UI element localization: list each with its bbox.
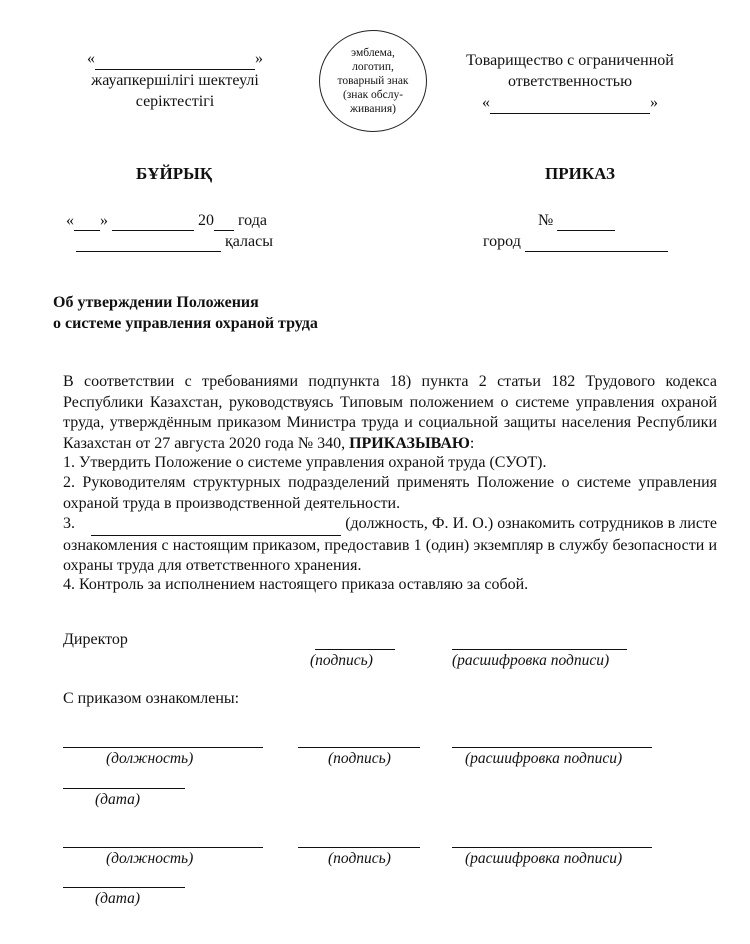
emblem-placeholder bbox=[319, 30, 427, 132]
header-left-line2: серіктестігі bbox=[135, 93, 215, 110]
city-blank bbox=[76, 233, 221, 252]
director-name-line bbox=[452, 649, 627, 650]
emblem-line: (знак обслу- bbox=[342, 89, 404, 101]
signature-line bbox=[298, 847, 420, 848]
signature-line bbox=[298, 747, 420, 748]
order-subject bbox=[53, 292, 318, 334]
responsible-person-blank bbox=[91, 514, 341, 536]
city-label: город bbox=[483, 233, 521, 250]
quote-close: » bbox=[650, 94, 658, 111]
caption-podpis: (подпись) bbox=[328, 750, 391, 767]
item3-text: (должность, Ф. И. О.) ознакомить сотрудников в листе ознакомления с настоящим приказом, предоставив 1 (один) экземпляр в службу безопасности и охраны труда для ответственного хранения. bbox=[63, 515, 718, 574]
header-left bbox=[70, 48, 280, 112]
number-blank bbox=[557, 212, 615, 231]
header-right-line2: ответственностью bbox=[507, 73, 633, 90]
name-line bbox=[452, 847, 652, 848]
year-word: года bbox=[238, 212, 267, 229]
caption-rasshifrovka: (расшифровка подписи) bbox=[465, 850, 623, 867]
number-line bbox=[538, 212, 615, 231]
caption-rasshifrovka: (расшифровка подписи) bbox=[452, 652, 610, 669]
subject-line2: о системе управления охраной труда bbox=[53, 315, 318, 332]
quote-open: « bbox=[66, 212, 74, 229]
emblem-line: живания) bbox=[350, 103, 396, 115]
order-item-1: 1. Утвердить Положение о системе управления охраной труда (СУОТ). bbox=[63, 454, 547, 471]
company-name-kz-line bbox=[70, 48, 280, 70]
header-right-line1: Товарищество с ограниченной bbox=[466, 52, 674, 69]
position-line bbox=[63, 747, 263, 748]
quote-close: » bbox=[100, 212, 108, 229]
quote-open: « bbox=[87, 50, 95, 67]
title-ru: ПРИКАЗ bbox=[545, 164, 615, 183]
director-signature-line bbox=[315, 649, 395, 650]
city-line-kz bbox=[76, 233, 273, 252]
day-blank bbox=[74, 212, 100, 231]
quote-close: » bbox=[255, 50, 263, 67]
header-left-line1: жауапкершілігі шектеулі bbox=[91, 72, 259, 89]
header-right bbox=[445, 50, 695, 114]
name-line bbox=[452, 747, 652, 748]
city-label: қаласы bbox=[225, 233, 273, 250]
date-line bbox=[63, 788, 185, 789]
item-number: 3. bbox=[63, 515, 75, 532]
year-prefix: 20 bbox=[198, 212, 214, 229]
quote-open: « bbox=[482, 94, 490, 111]
order-item-3 bbox=[63, 514, 717, 577]
title-kz: БҰЙРЫҚ bbox=[136, 164, 213, 183]
emblem-line: логотип, bbox=[352, 61, 394, 73]
emblem-text bbox=[337, 46, 408, 116]
city-blank bbox=[525, 233, 668, 252]
date-line-kz bbox=[66, 212, 267, 231]
city-line-ru bbox=[483, 233, 668, 252]
caption-podpis: (подпись) bbox=[328, 850, 391, 867]
company-name-blank bbox=[490, 92, 650, 114]
preamble-text: В соответствии с требованиями подпункта 18) пункта 2 статьи 182 Трудового кодекса Республики Казахстан, руководствуясь Типовым положением о системе управления охраной труда, утверждённым приказом Министра труда и социальной защиты населения Республики Казахстан от 27 августа 2020 года № 340, bbox=[63, 373, 717, 452]
month-blank bbox=[112, 212, 194, 231]
caption-rasshifrovka: (расшифровка подписи) bbox=[465, 750, 623, 767]
caption-data: (дата) bbox=[95, 890, 141, 907]
year-blank bbox=[214, 212, 234, 231]
paragraph-preamble bbox=[63, 372, 717, 454]
company-name-ru-line bbox=[445, 92, 695, 114]
date-line bbox=[63, 887, 185, 888]
colon: : bbox=[469, 434, 475, 452]
order-item-2: 2. Руководителям структурных подразделений применять Положение о системе управления охраной труда в производственной деятельности. bbox=[63, 474, 717, 512]
number-sign: № bbox=[538, 212, 554, 229]
caption-podpis: (подпись) bbox=[310, 652, 373, 669]
subject-line1: Об утверждении Положения bbox=[53, 294, 259, 311]
order-keyword: ПРИКАЗЫВАЮ bbox=[349, 434, 470, 452]
emblem-line: эмблема, bbox=[351, 47, 395, 59]
order-item-4: 4. Контроль за исполнением настоящего приказа оставляю за собой. bbox=[63, 576, 529, 593]
caption-dolzhnost: (должность) bbox=[106, 750, 194, 767]
company-name-blank bbox=[95, 48, 255, 70]
position-line bbox=[63, 847, 263, 848]
emblem-line: товарный знак bbox=[337, 75, 409, 87]
caption-dolzhnost: (должность) bbox=[106, 850, 194, 867]
director-label: Директор bbox=[63, 631, 128, 648]
acquainted-label: С приказом ознакомлены: bbox=[63, 690, 240, 707]
caption-data: (дата) bbox=[95, 791, 141, 808]
